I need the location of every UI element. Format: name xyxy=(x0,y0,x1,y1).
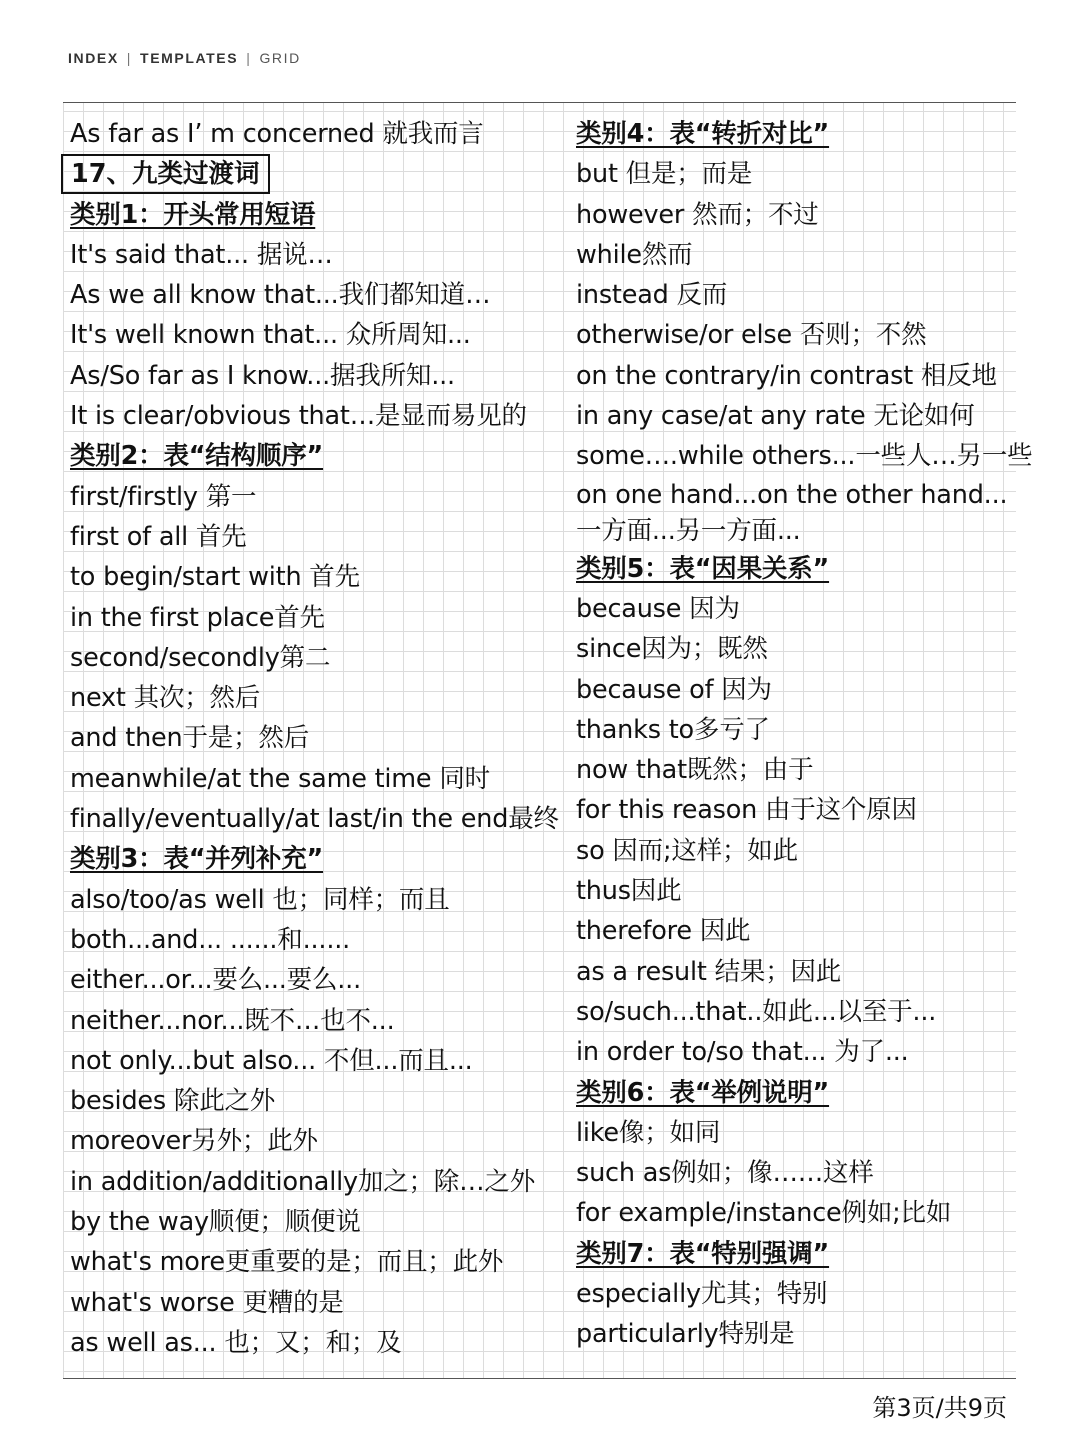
phrase-line: in order to/so that... 为了... xyxy=(576,1037,909,1068)
phrase-line: besides 除此之外 xyxy=(70,1086,276,1117)
phrase-line: by the way顺便；顺便说 xyxy=(70,1207,361,1238)
phrase-line: on one hand...on the other hand... xyxy=(576,479,1008,510)
category-heading-6: 类别6：表“举例说明” xyxy=(576,1077,830,1108)
phrase-line: thanks to多亏了 xyxy=(576,714,770,745)
phrase-line: in the first place首先 xyxy=(70,602,325,633)
nav-separator: | xyxy=(246,50,252,66)
phrase-line: It's well known that... 众所周知... xyxy=(70,320,471,351)
phrase-line: while然而 xyxy=(576,239,693,270)
phrase-line: As we all know that...我们都知道… xyxy=(70,280,491,311)
phrase-line: therefore 因此 xyxy=(576,916,751,947)
right-column xyxy=(576,114,1066,1355)
page-number: 第3页/共9页 xyxy=(872,1394,1007,1422)
phrase-line: It's said that... 据说… xyxy=(70,239,333,270)
phrase-line: as a result 结果；因此 xyxy=(576,956,842,987)
phrase-line: instead 反而 xyxy=(576,280,728,311)
phrase-line: otherwise/or else 否则；不然 xyxy=(576,320,927,351)
left-column xyxy=(70,114,565,1363)
phrase-line: neither...nor...既不…也不... xyxy=(70,1005,395,1036)
phrase-line: for this reason 由于这个原因 xyxy=(576,795,917,826)
nav-separator: | xyxy=(126,50,133,66)
phrase-line: also/too/as well 也；同样；而且 xyxy=(70,884,450,915)
category-heading-4: 类别4：表“转折对比” xyxy=(576,119,830,149)
phrase-line: As far as I’ m concerned 就我而言 xyxy=(70,119,484,149)
phrase-line: for example/instance例如;比如 xyxy=(576,1198,952,1229)
phrase-line: however 然而；不过 xyxy=(576,199,819,230)
nav-grid-link[interactable]: GRID xyxy=(259,50,301,66)
phrase-line: As/So far as I know...据我所知... xyxy=(70,360,455,391)
phrase-line: so/such...that..如此...以至于... xyxy=(576,996,937,1027)
phrase-line: both...and... ......和...... xyxy=(70,924,351,955)
phrase-line: second/secondly第二 xyxy=(70,642,331,673)
phrase-line: either...or...要么...要么... xyxy=(70,965,361,996)
phrase-line: in any case/at any rate 无论如何 xyxy=(576,401,975,432)
phrase-line: thus因此 xyxy=(576,876,682,907)
phrase-line: It is clear/obvious that…是显而易见的 xyxy=(70,401,527,432)
phrase-line: some….while others...一些人…另一些 xyxy=(576,441,1033,472)
category-heading-2: 类别2：表“结构顺序” xyxy=(70,441,324,472)
phrase-line: and then于是；然后 xyxy=(70,723,309,754)
phrase-line: next 其次；然后 xyxy=(70,683,261,714)
category-heading-7: 类别7：表“特别强调” xyxy=(576,1238,830,1269)
phrase-line: now that既然；由于 xyxy=(576,755,814,786)
category-heading-3: 类别3：表“并列补充” xyxy=(70,844,324,875)
phrase-line: on the contrary/in contrast 相反地 xyxy=(576,360,997,391)
phrase-line: such as例如；像……这样 xyxy=(576,1158,874,1189)
phrase-line: like像；如同 xyxy=(576,1117,721,1148)
phrase-line: 一方面...另一方面... xyxy=(576,515,801,546)
phrase-line: finally/eventually/at last/in the end最终 xyxy=(70,804,559,835)
phrase-line: moreover另外；此外 xyxy=(70,1126,318,1157)
phrase-line: in addition/additionally加之；除…之外 xyxy=(70,1166,535,1197)
phrase-line: what's more更重要的是；而且；此外 xyxy=(70,1247,504,1278)
phrase-line: not only...but also... 不但...而且... xyxy=(70,1045,473,1076)
phrase-line: because 因为 xyxy=(576,593,740,624)
phrase-line: as well as... 也；又；和；及 xyxy=(70,1327,402,1358)
phrase-line: because of 因为 xyxy=(576,674,772,705)
category-heading-5: 类别5：表“因果关系” xyxy=(576,553,830,584)
nav-templates-link[interactable]: TEMPLATES xyxy=(140,50,239,66)
phrase-line: so 因而;这样；如此 xyxy=(576,835,798,866)
phrase-line: since因为；既然 xyxy=(576,634,768,665)
category-heading-1: 类别1：开头常用短语 xyxy=(70,199,316,230)
phrase-line: but 但是；而是 xyxy=(576,159,753,190)
section-heading: 17、九类过渡词 xyxy=(61,154,270,194)
phrase-line: first/firstly 第一 xyxy=(70,481,257,512)
top-navigation xyxy=(68,50,301,66)
phrase-line: what's worse 更糟的是 xyxy=(70,1287,344,1318)
phrase-line: meanwhile/at the same time 同时 xyxy=(70,763,490,794)
phrase-line: especially尤其；特别 xyxy=(576,1279,828,1310)
phrase-line: particularly特别是 xyxy=(576,1319,795,1350)
phrase-line: to begin/start with 首先 xyxy=(70,562,360,593)
section-heading-box xyxy=(70,154,565,194)
phrase-line: first of all 首先 xyxy=(70,521,247,552)
nav-index-link[interactable]: INDEX xyxy=(68,50,119,66)
